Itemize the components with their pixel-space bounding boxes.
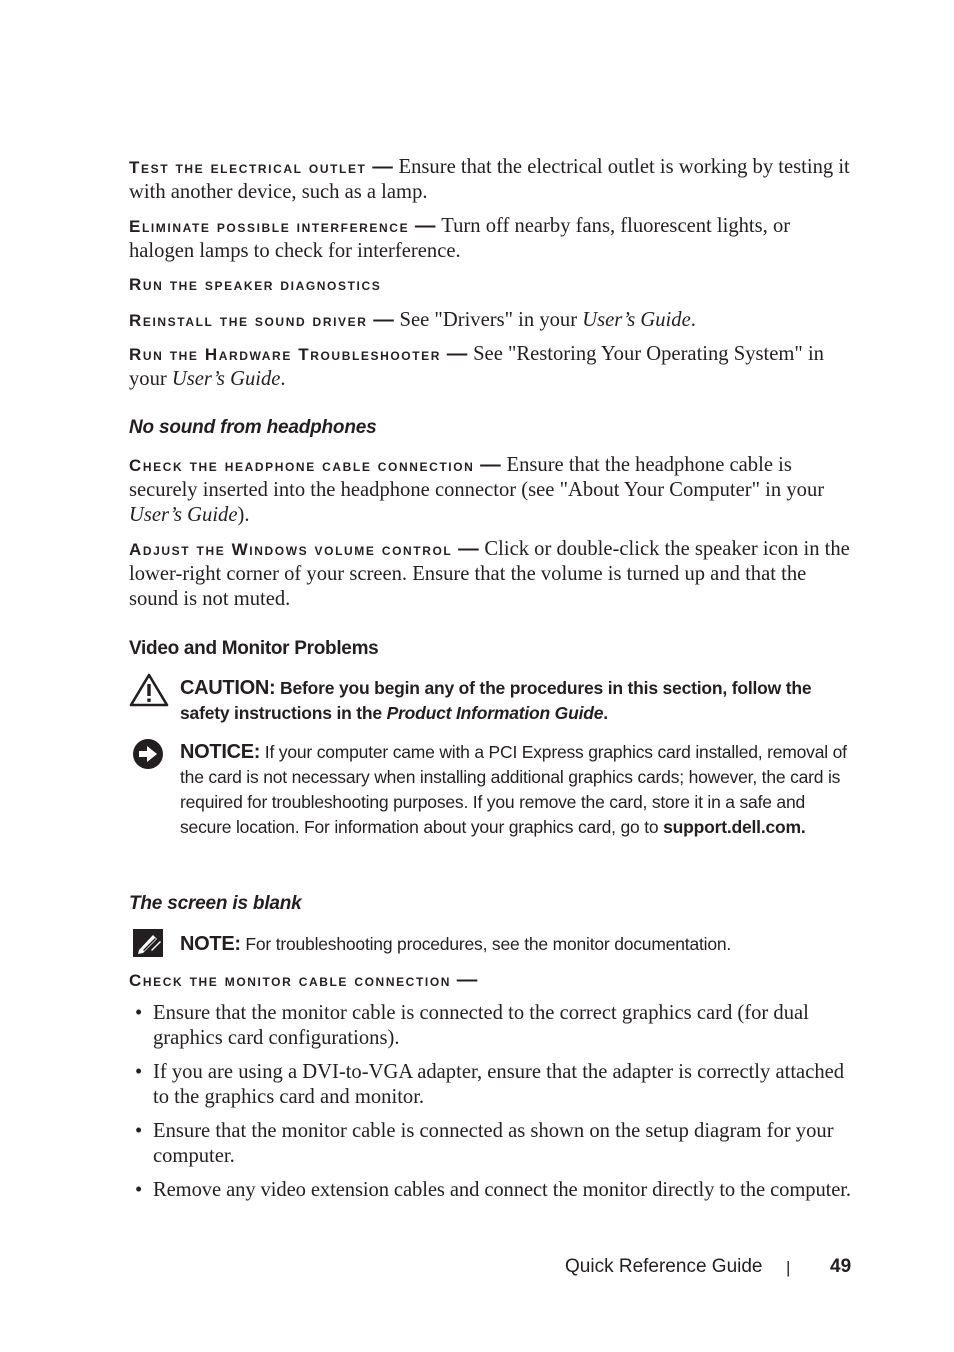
footer-guide-title: Quick Reference Guide bbox=[565, 1256, 763, 1277]
video-heading: Video and Monitor Problems bbox=[129, 638, 379, 659]
monitor-cable-heading: Check the monitor cable connection — bbox=[129, 968, 478, 991]
guide-reference: User’s Guide bbox=[129, 504, 238, 526]
item-heading: Test the electrical outlet bbox=[129, 158, 367, 177]
note-pencil-icon bbox=[133, 929, 163, 962]
speaker-item-diagnostics bbox=[129, 272, 855, 297]
item-heading: Adjust the Windows volume control bbox=[129, 540, 453, 559]
headphone-item-cable: Check the headphone cable connection — Ensure that the headphone cable is securely inserted into the headphone connector (see "About Your Computer" in your User’s Guide). bbox=[129, 453, 825, 526]
notice-box: NOTICE: If your computer came with a PCI Express graphics card installed, removal of the card is not necessary when installing additional graphics cards; however, the card is required for troubleshooting purposes. If you remove the card, store it in a safe and secure location. For information about your graphics card, go to support.dell.com. bbox=[129, 737, 855, 867]
speaker-item-interference: Eliminate possible interference — Turn off nearby fans, fluorescent lights, or halogen lamps to check for interference. bbox=[129, 214, 791, 262]
note-label: NOTE: bbox=[180, 933, 241, 955]
page-number: 49 bbox=[830, 1256, 852, 1277]
guide-reference: User’s Guide bbox=[171, 368, 281, 390]
notice-arrow-icon bbox=[132, 738, 164, 775]
caution-box: CAUTION: Before you begin any of the procedures in this section, follow the safety instructions in the Product Information Guide. bbox=[129, 673, 855, 733]
headphones-heading: No sound from headphones bbox=[129, 417, 377, 438]
note-box: NOTE: For troubleshooting procedures, see the monitor documentation. bbox=[129, 928, 855, 962]
item-heading: Run the speaker diagnostics bbox=[129, 275, 382, 294]
support-link[interactable]: support.dell.com. bbox=[663, 817, 806, 837]
item-heading: Check the monitor cable connection bbox=[129, 971, 452, 990]
item-heading: Check the headphone cable connection bbox=[129, 456, 475, 475]
footer-separator: | bbox=[786, 1258, 791, 1277]
monitor-checklist bbox=[129, 1001, 859, 1212]
screen-blank-heading: The screen is blank bbox=[129, 893, 302, 914]
caution-label: CAUTION: bbox=[180, 677, 276, 699]
list-item: • Ensure that the monitor cable is connected as shown on the setup diagram for your computer. bbox=[135, 1120, 834, 1167]
list-item: • Remove any video extension cables and connect the monitor directly to the computer. bbox=[135, 1179, 851, 1201]
caution-triangle-icon bbox=[129, 673, 169, 712]
item-heading: Eliminate possible interference bbox=[129, 217, 410, 236]
notice-label: NOTICE: bbox=[180, 741, 261, 763]
guide-reference: User’s Guide bbox=[582, 309, 691, 331]
speaker-item-troubleshooter: Run the Hardware Troubleshooter — See "Restoring Your Operating System" in your User’s Guide. bbox=[129, 342, 824, 390]
list-item: • If you are using a DVI-to-VGA adapter, ensure that the adapter is correctly attached to the graphics card and monitor. bbox=[135, 1061, 845, 1108]
item-body: Ensure that the electrical outlet is working by testing it with another device, such as a lamp. bbox=[129, 156, 850, 203]
item-body: Turn off nearby fans, fluorescent lights, or halogen lamps to check for interference. bbox=[129, 215, 791, 262]
item-body: Click or double-click the speaker icon in the lower-right corner of your screen. Ensure that the volume is turned up and that the sound is not muted. bbox=[129, 538, 850, 610]
list-item: • Ensure that the monitor cable is connected to the correct graphics card (for dual graphics card configurations). bbox=[135, 1002, 809, 1049]
headphone-item-volume: Adjust the Windows volume control — Click or double-click the speaker icon in the lower-right corner of your screen. Ensure that the volume is turned up and that the sound is not muted. bbox=[129, 537, 850, 610]
speaker-item-outlet: Test the electrical outlet — Ensure that the electrical outlet is working by testing it with another device, such as a lamp. bbox=[129, 155, 850, 203]
item-heading: Reinstall the sound driver bbox=[129, 311, 368, 330]
product-guide-reference: Product Information Guide bbox=[386, 703, 604, 723]
speaker-item-driver: Reinstall the sound driver — See "Drivers" in your User’s Guide. bbox=[129, 308, 696, 331]
item-heading: Run the Hardware Troubleshooter bbox=[129, 345, 442, 364]
